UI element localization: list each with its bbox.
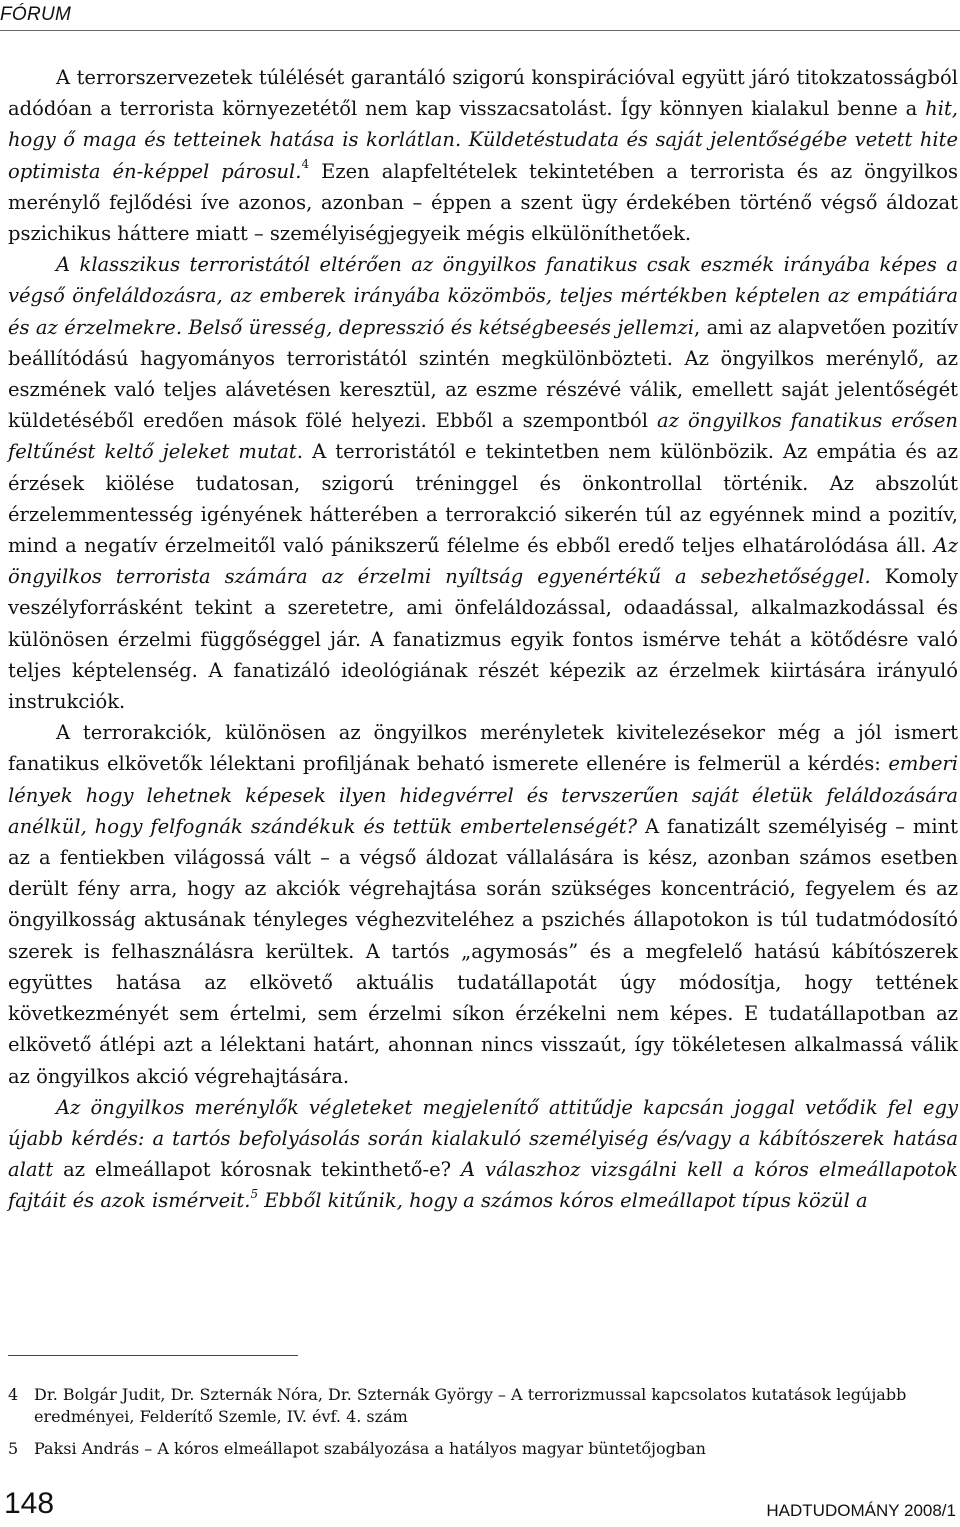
text-run: A terrorszervezetek túlélését garantáló szigorú konspirációval együtt járó titokzatosságból adódóan a terrorista környezetétől nem kap visszacsatolást. Így könnyen kialakul benne a	[8, 66, 958, 121]
paragraph-2	[8, 249, 958, 717]
text-run: , ami az alapvetően pozitív beállítódású hagyományos terroristától szintén megkülönbözteti. Az öngyilkos merénylő, az eszmének való teljes alávetésen keresztül, az eszme részévé válik, emellett saját jelentőségét küldetéséből eredően mások fölé helyezi. Ebből a szempontból	[8, 315, 958, 433]
text-run: Ezen alapfeltételek tekintetében a terrorista és az öngyilkos merénylő fejlődési íve azonos, azonban – éppen a szent ügy érdekében történő végső áldozat pszichikus háttere miatt – személyiségjegyeik mégis elkülöníthetőek.	[8, 159, 958, 246]
footnote-text: Dr. Bolgár Judit, Dr. Szternák Nóra, Dr. Szternák György – A terrorizmussal kapcsolatos kutatások legújabb eredményei, Felderítő Szemle, IV. évf. 4. szám	[34, 1385, 907, 1426]
text-run: Komoly veszélyforrásként tekint a szeretetre, ami önfeláldozással, odaadással, alkalmazkodással és különösen érzelmi függőséggel jár. A fanatizmus egyik fontos ismérve tehát a kötődésre való teljes képtelenség. A fanatizáló ideológiának részét képezik az érzelmek kiirtására irányuló instrukciók.	[8, 565, 958, 714]
italic-run: hit, hogy ő maga és tetteinek hatása is korlátlan. Küldetéstudata és saját jelentőségébe vetett hite optimista én-képpel párosul.	[8, 97, 958, 183]
footnote-number: 5	[8, 1439, 19, 1458]
italic-run: emberi lények hogy lehetnek képesek ilyen hidegvérrel és tervszerűen saját életük feláldozására anélkül, hogy felfognák szándékuk és tettük embertelenségét?	[8, 752, 958, 838]
footnotes	[8, 1384, 956, 1470]
footnote-text: Paksi András – A kóros elmeállapot szabályozása a hatályos magyar büntetőjogban	[34, 1439, 706, 1458]
journal-name: HADTUDOMÁNY 2008/1	[766, 1501, 956, 1520]
paragraph-4	[8, 1092, 958, 1217]
text-run: A terrorakciók, különösen az öngyilkos merényletek kivitelezésekor még a jól ismert fanatikus elkövetők lélektani profiljának beható ismerete ellenére is felmerül a kérdés:	[8, 721, 958, 776]
section-header: FÓRUM	[0, 4, 72, 25]
text-run: . A terroristától e tekintetben nem különbözik. Az empátia és az érzések kiölése tudatosan, szigorú tréninggel és önkontrollal történik. Az abszolút érzelemmentesség igényének hátterében a terrorakció sikerén túl az egyénnek mind a pozitív, mind a negatív érzelmeitől való pánikszerű félelme és ebből eredő teljes elhatárolódása áll.	[8, 440, 958, 558]
text-run: az elmeállapot kórosnak tekinthető-e?	[53, 1158, 462, 1182]
italic-run: Ebből kitűnik, hogy a számos kóros elmeállapot típus közül a	[258, 1189, 868, 1213]
footnote-5	[8, 1438, 956, 1460]
text-run: A fanatizált személyiség – mint az a fentiekben világossá vált – a végső áldozat vállalására is kész, azonban számos esetben derült fény arra, hogy az akciók végrehajtása során szükséges koncentráció, fegyelem és az öngyilkosság aktusának tényleges véghezviteléhez a pszichés állapotokon is túl tudatmódosító szerek is felhasználásra kerültek. A tartós „agymosás” és a megfelelő hatású kábítószerek együttes hatása az elkövető aktuális tudatállapotát úgy módosítja, hogy tettének következményét sem értelmi, sem érzelmi síkon érzékelni nem képes. E tudatállapotban az elkövető átlépi azt a lélektani határt, ahonnan nincs visszaút, így tökéletesen alkalmassá válik az öngyilkos akció végrehajtására.	[8, 814, 959, 1088]
footnote-divider	[8, 1355, 298, 1356]
page-number: 148	[4, 1487, 55, 1520]
footnote-ref-5[interactable]: 5	[250, 1186, 259, 1201]
paragraph-1	[8, 62, 958, 249]
italic-run: Az öngyilkos terrorista számára az érzelmi nyíltság egyenértékű a sebezhetőséggel.	[8, 534, 958, 589]
footnote-number: 4	[8, 1385, 19, 1404]
italic-run: A klasszikus terroristától eltérően az öngyilkos fanatikus csak eszmék irányába képes a végső önfeláldozásra, az emberek irányába közömbös, teljes mértékben képtelen az empátiára és az érzelmekre. Belső üresség, depresszió és kétségbeesés jellemzi	[8, 253, 958, 339]
footnote-ref-4[interactable]: 4	[301, 157, 310, 172]
footnote-4	[8, 1384, 956, 1428]
italic-run: az öngyilkos fanatikus erősen feltűnést keltő jeleket mutat	[8, 409, 958, 464]
italic-run: Az öngyilkos merénylők végleteket megjelenítő attitűdje kapcsán joggal vetődik fel egy újabb kérdés: a tartós befolyásolás során kialakuló személyiség és/vagy a kábítószerek hatása alatt	[8, 1095, 958, 1182]
paragraph-3	[8, 717, 958, 1091]
header-divider	[0, 30, 960, 31]
italic-run: A válaszhoz vizsgálni kell a kóros elmeállapotok fajtáit és azok ismérveit.	[8, 1158, 958, 1213]
article-body	[8, 62, 958, 1217]
